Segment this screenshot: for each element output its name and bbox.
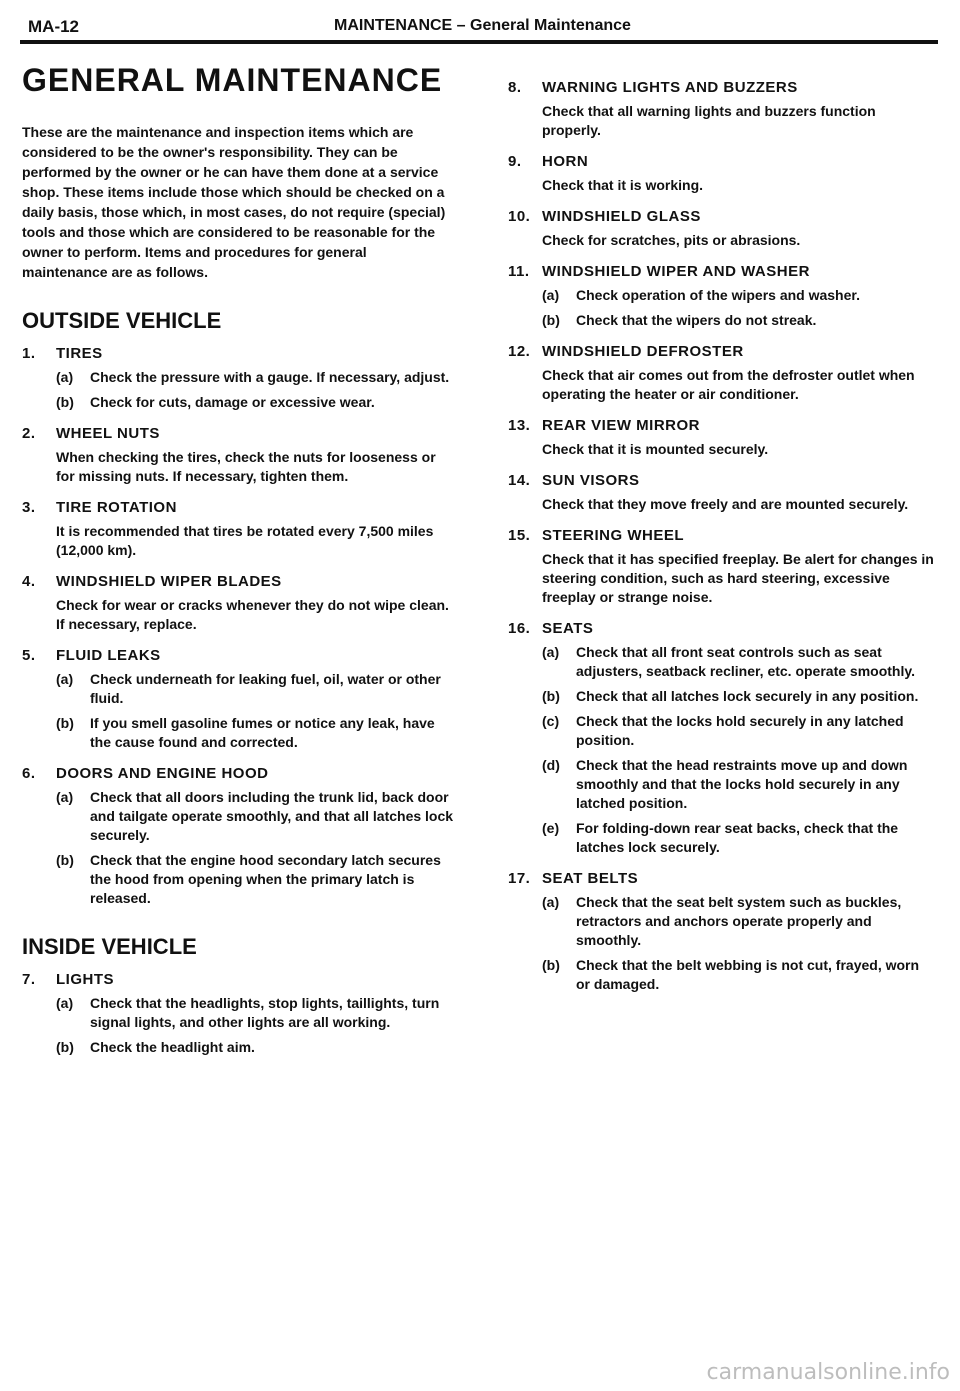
item-number: 5. (22, 647, 36, 664)
sub-step (56, 714, 454, 752)
sub-step (56, 851, 454, 908)
maintenance-item (22, 424, 454, 486)
sub-step-text: Check that all doors including the trunk lid, back door and tailgate operate smoothly, and that all latches lock securely. (90, 789, 454, 843)
item-title: SUN VISORS (542, 472, 640, 489)
maintenance-item (22, 344, 454, 412)
item-heading (22, 764, 454, 784)
item-number: 8. (508, 79, 522, 96)
maintenance-item (508, 207, 936, 250)
item-text: Check that it is mounted securely. (542, 441, 769, 457)
sub-step-text: Check the pressure with a gauge. If necessary, adjust. (90, 369, 450, 385)
watermark: carmanualsonline.info (706, 1360, 950, 1385)
sub-step-text: Check underneath for leaking fuel, oil, water or other fluid. (90, 671, 441, 706)
item-number: 4. (22, 573, 36, 590)
item-heading (22, 572, 454, 592)
sub-step (56, 670, 454, 708)
item-text: Check for wear or cracks whenever they do not wipe clean. If necessary, replace. (56, 597, 449, 632)
item-body (508, 231, 936, 250)
page-title: GENERAL MAINTENANCE (22, 62, 443, 98)
sub-step-label: (a) (56, 671, 74, 687)
item-text: Check that all warning lights and buzzers function properly. (542, 103, 876, 138)
sub-step-text: Check for cuts, damage or excessive wear. (90, 394, 375, 410)
sub-step (542, 819, 936, 857)
sub-step (542, 643, 936, 681)
item-text: Check that it is working. (542, 177, 704, 193)
sub-step-text: Check operation of the wipers and washer. (576, 287, 860, 303)
item-body (508, 286, 936, 330)
sub-step-text: Check that the seat belt system such as buckles, retractors and anchors operate properly and smoothly. (576, 894, 902, 948)
item-heading (508, 262, 936, 282)
sub-step-label: (b) (56, 394, 74, 410)
sub-step (542, 286, 936, 305)
sub-step-label: (c) (542, 713, 560, 729)
item-title: STEERING WHEEL (542, 527, 685, 544)
maintenance-item (508, 262, 936, 330)
item-heading (508, 342, 936, 362)
item-title: REAR VIEW MIRROR (542, 417, 700, 434)
item-body (22, 596, 454, 634)
item-title: TIRE ROTATION (56, 499, 177, 516)
maintenance-item (508, 619, 936, 857)
item-title: HORN (542, 153, 589, 170)
item-heading (508, 152, 936, 172)
item-heading (508, 619, 936, 639)
item-body (508, 893, 936, 994)
sub-step-label: (b) (542, 957, 560, 973)
maintenance-item (508, 869, 936, 994)
page-number: MA-12 (28, 17, 80, 36)
sub-step-text: Check that the wipers do not streak. (576, 312, 817, 328)
item-number: 1. (22, 345, 36, 362)
item-title: FLUID LEAKS (56, 647, 161, 664)
item-text: Check that it has specified freeplay. Be alert for changes in steering condition, such as hard steering, excessive freeplay or strange noise. (542, 551, 934, 605)
sub-step-text: Check that all latches lock securely in any position. (576, 688, 919, 704)
sub-step (56, 1038, 454, 1057)
item-title: WARNING LIGHTS AND BUZZERS (542, 79, 798, 96)
item-text: Check that they move freely and are mounted securely. (542, 496, 909, 512)
sub-step-label: (a) (56, 789, 74, 805)
maintenance-item (508, 526, 936, 607)
item-body (508, 550, 936, 607)
item-body (22, 994, 454, 1057)
maintenance-item (508, 416, 936, 459)
sub-step-label: (b) (542, 688, 560, 704)
item-number: 15. (508, 527, 531, 544)
sub-step-label: (e) (542, 820, 560, 836)
maintenance-item (22, 764, 454, 908)
item-heading (508, 416, 936, 436)
item-number: 9. (508, 153, 522, 170)
page-header (22, 14, 938, 40)
item-title: TIRES (56, 345, 103, 362)
sub-step-label: (a) (56, 369, 74, 385)
maintenance-item (508, 471, 936, 514)
sub-step-text: Check that the headlights, stop lights, taillights, turn signal lights, and other lights are all working. (90, 995, 440, 1030)
intro-paragraph: These are the maintenance and inspection items which are considered to be the owner's responsibility. They can be performed by the owner or he can have them done at a service shop. These items include those which should be checked on a daily basis, those which, in most cases, do not require (special) tools and those which are considered to be reasonable for the owner to perform. Items and procedures for general maintenance are as follows. (22, 124, 446, 280)
maintenance-item (508, 342, 936, 404)
section-heading: INSIDE VEHICLE (22, 934, 197, 959)
sub-step-label: (d) (542, 757, 560, 773)
sub-step (56, 994, 454, 1032)
right-column (508, 78, 936, 1006)
item-number: 10. (508, 208, 531, 225)
sub-step (542, 687, 936, 706)
item-title: SEAT BELTS (542, 870, 639, 887)
sub-step-text: Check that the engine hood secondary latch secures the hood from opening when the primary latch is released. (90, 852, 441, 906)
item-number: 12. (508, 343, 531, 360)
item-number: 14. (508, 472, 531, 489)
sub-step-label: (a) (542, 287, 560, 303)
sub-step-label: (a) (542, 644, 560, 660)
item-body (22, 670, 454, 752)
item-body (508, 440, 936, 459)
item-number: 3. (22, 499, 36, 516)
sub-step-text: Check the headlight aim. (90, 1039, 255, 1055)
item-number: 16. (508, 620, 531, 637)
item-number: 7. (22, 971, 36, 988)
left-column (22, 62, 454, 1069)
item-number: 17. (508, 870, 531, 887)
item-body (508, 495, 936, 514)
item-text: Check that air comes out from the defroster outlet when operating the heater or air conditioner. (542, 367, 915, 402)
item-heading (22, 498, 454, 518)
sub-step (56, 393, 454, 412)
item-heading (508, 471, 936, 491)
sub-step-text: For folding-down rear seat backs, check that the latches lock securely. (576, 820, 899, 855)
item-heading (22, 970, 454, 990)
item-number: 2. (22, 425, 36, 442)
item-heading (508, 207, 936, 227)
item-title: WINDSHIELD WIPER BLADES (56, 573, 282, 590)
sub-step-label: (b) (56, 852, 74, 868)
maintenance-item (508, 152, 936, 195)
item-heading (508, 78, 936, 98)
maintenance-item (22, 970, 454, 1057)
item-body (22, 522, 454, 560)
sub-step-text: Check that the belt webbing is not cut, frayed, worn or damaged. (576, 957, 920, 992)
item-body (508, 176, 936, 195)
sub-step (56, 788, 454, 845)
sub-step-label: (a) (542, 894, 560, 910)
sub-step-label: (b) (56, 715, 74, 731)
item-title: DOORS AND ENGINE HOOD (56, 765, 269, 782)
item-title: WHEEL NUTS (56, 425, 160, 442)
sub-step (542, 311, 936, 330)
item-body (508, 366, 936, 404)
maintenance-item (22, 498, 454, 560)
item-body (22, 448, 454, 486)
section-heading: OUTSIDE VEHICLE (22, 308, 222, 333)
item-title: LIGHTS (56, 971, 114, 988)
item-text: Check for scratches, pits or abrasions. (542, 232, 801, 248)
running-title: MAINTENANCE – General Maintenance (334, 17, 631, 34)
item-body (508, 102, 936, 140)
item-heading (508, 526, 936, 546)
sub-step (542, 893, 936, 950)
sub-step-text: Check that the locks hold securely in any latched position. (576, 713, 904, 748)
item-heading (22, 424, 454, 444)
sub-step-text: If you smell gasoline fumes or notice any leak, have the cause found and corrected. (90, 715, 435, 750)
sub-step-label: (b) (542, 312, 560, 328)
sub-step (542, 756, 936, 813)
item-body (508, 643, 936, 857)
sub-step-text: Check that all front seat controls such as seat adjusters, seatback recliner, etc. operate smoothly. (576, 644, 915, 679)
sub-step (542, 956, 936, 994)
item-heading (22, 646, 454, 666)
item-number: 11. (508, 263, 530, 280)
item-title: SEATS (542, 620, 594, 637)
item-number: 13. (508, 417, 531, 434)
right-items (508, 78, 936, 994)
item-title: WINDSHIELD WIPER AND WASHER (542, 263, 810, 280)
sub-step (542, 712, 936, 750)
item-body (22, 368, 454, 412)
maintenance-item (22, 646, 454, 752)
item-body (22, 788, 454, 908)
item-heading (22, 344, 454, 364)
header-rule (20, 40, 938, 44)
item-heading (508, 869, 936, 889)
item-text: It is recommended that tires be rotated every 7,500 miles (12,000 km). (56, 523, 434, 558)
item-title: WINDSHIELD DEFROSTER (542, 343, 744, 360)
maintenance-item (508, 78, 936, 140)
sub-step-text: Check that the head restraints move up and down smoothly and that the locks hold securely in any latched position. (576, 757, 908, 811)
item-number: 6. (22, 765, 36, 782)
sub-step (56, 368, 454, 387)
item-text: When checking the tires, check the nuts for looseness or for missing nuts. If necessary, tighten them. (56, 449, 436, 484)
sub-step-label: (b) (56, 1039, 74, 1055)
left-sections (22, 308, 454, 1057)
item-title: WINDSHIELD GLASS (542, 208, 701, 225)
maintenance-item (22, 572, 454, 634)
sub-step-label: (a) (56, 995, 74, 1011)
